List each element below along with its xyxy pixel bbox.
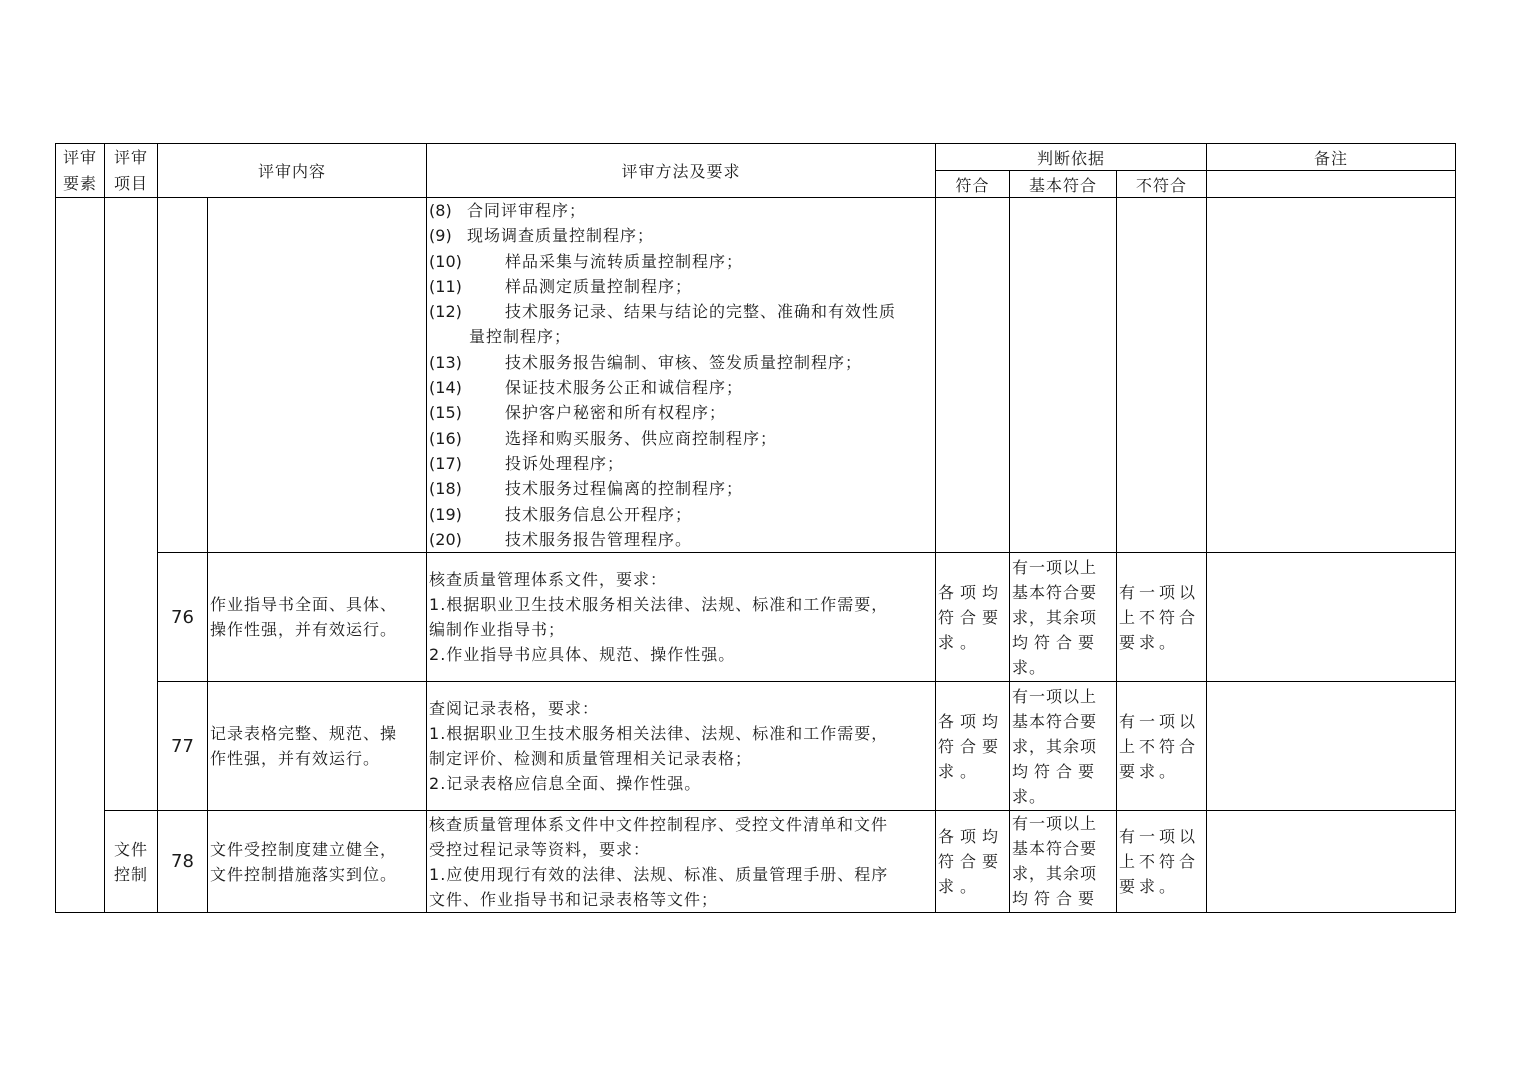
header-conform: 符合: [936, 171, 1010, 198]
basic-conform-criteria: 有一项以上 基本符合要 求，其余项 均符合要 求。: [1010, 682, 1117, 811]
list-item: (13) 技术服务报告编制、审核、签发质量控制程序；: [429, 352, 863, 372]
review-table: [55, 143, 1456, 913]
header-notes-blank: [1207, 171, 1456, 198]
list-item: (8) 合同评审程序；: [429, 201, 587, 220]
header-basic-conform: 基本符合: [1010, 171, 1117, 198]
review-method: 核查质量管理体系文件，要求： 1.根据职业卫生技术服务相关法律、法规、标准和工作需要， 编制作业指导书； 2.作业指导书应具体、规范、操作性强。: [427, 553, 936, 682]
header-item: 评审项目: [105, 144, 158, 198]
review-content: 记录表格完整、规范、操 作性强，并有效运行。: [208, 682, 427, 811]
list-item: (20) 技术服务报告管理程序。: [429, 529, 693, 549]
content-cell: [208, 198, 427, 553]
header-content: 评审内容: [158, 144, 427, 198]
nonconform-criteria: 有一项以 上不符合 要求。: [1117, 682, 1207, 811]
list-item: (9) 现场调查质量控制程序；: [429, 226, 655, 246]
review-content: 文件受控制度建立健全， 文件控制措施落实到位。: [208, 811, 427, 913]
nonconform-cell: [1117, 198, 1207, 553]
review-content: 作业指导书全面、具体、 操作性强，并有效运行。: [208, 553, 427, 682]
num-cell: [158, 198, 208, 553]
basic-conform-criteria: 有一项以上 基本符合要 求，其余项 均符合要: [1010, 811, 1117, 913]
row-number: 76: [158, 553, 208, 682]
conform-criteria: 各项均 符合要 求。: [936, 553, 1010, 682]
list-item: (12) 技术服务记录、结果与结论的完整、准确和有效性质: [429, 302, 897, 322]
item-cell: [105, 198, 158, 811]
notes-cell: [1207, 811, 1456, 913]
header-nonconform: 不符合: [1117, 171, 1207, 198]
header-basis: 判断依据: [936, 144, 1207, 171]
header-element: 评审要素: [56, 144, 105, 198]
list-item: (19) 技术服务信息公开程序；: [429, 504, 693, 524]
list-item-continuation: 量控制程序；: [469, 327, 572, 347]
review-method: 核查质量管理体系文件中文件控制程序、受控文件清单和文件 受控过程记录等资料，要求： 1.应使用现行有效的法律、法规、标准、质量管理手册、程序 文件、作业指导书和记录表格等文件；: [427, 811, 936, 913]
list-item: (14) 保证技术服务公正和诚信程序；: [429, 378, 744, 398]
list-item: (10) 样品采集与流转质量控制程序；: [429, 251, 744, 271]
conform-criteria: 各项均 符合要 求。: [936, 811, 1010, 913]
notes-cell: [1207, 553, 1456, 682]
list-item: (11) 样品测定质量控制程序；: [429, 276, 693, 296]
procedure-list: [427, 198, 936, 553]
header-notes: 备注: [1207, 144, 1456, 171]
notes-cell: [1207, 198, 1456, 553]
review-method: 查阅记录表格，要求： 1.根据职业卫生技术服务相关法律、法规、标准和工作需要， 制定评价、检测和质量管理相关记录表格； 2.记录表格应信息全面、操作性强。: [427, 682, 936, 811]
conform-cell: [936, 198, 1010, 553]
conform-criteria: 各项均 符合要 求。: [936, 682, 1010, 811]
row-number: 77: [158, 682, 208, 811]
basic-conform-cell: [1010, 198, 1117, 553]
nonconform-criteria: 有一项以 上不符合 要求。: [1117, 811, 1207, 913]
list-item: (15) 保护客户秘密和所有权程序；: [429, 403, 727, 423]
element-cell: [56, 198, 105, 913]
list-item: (17) 投诉处理程序；: [429, 453, 625, 473]
notes-cell: [1207, 682, 1456, 811]
list-item: (18) 技术服务过程偏离的控制程序；: [429, 479, 744, 499]
row-number: 78: [158, 811, 208, 913]
list-item: (16) 选择和购买服务、供应商控制程序；: [429, 428, 778, 448]
nonconform-criteria: 有一项以 上不符合 要求。: [1117, 553, 1207, 682]
review-item-document-control: 文件 控制: [105, 811, 158, 913]
header-method: 评审方法及要求: [427, 144, 936, 198]
basic-conform-criteria: 有一项以上 基本符合要 求，其余项 均符合要 求。: [1010, 553, 1117, 682]
